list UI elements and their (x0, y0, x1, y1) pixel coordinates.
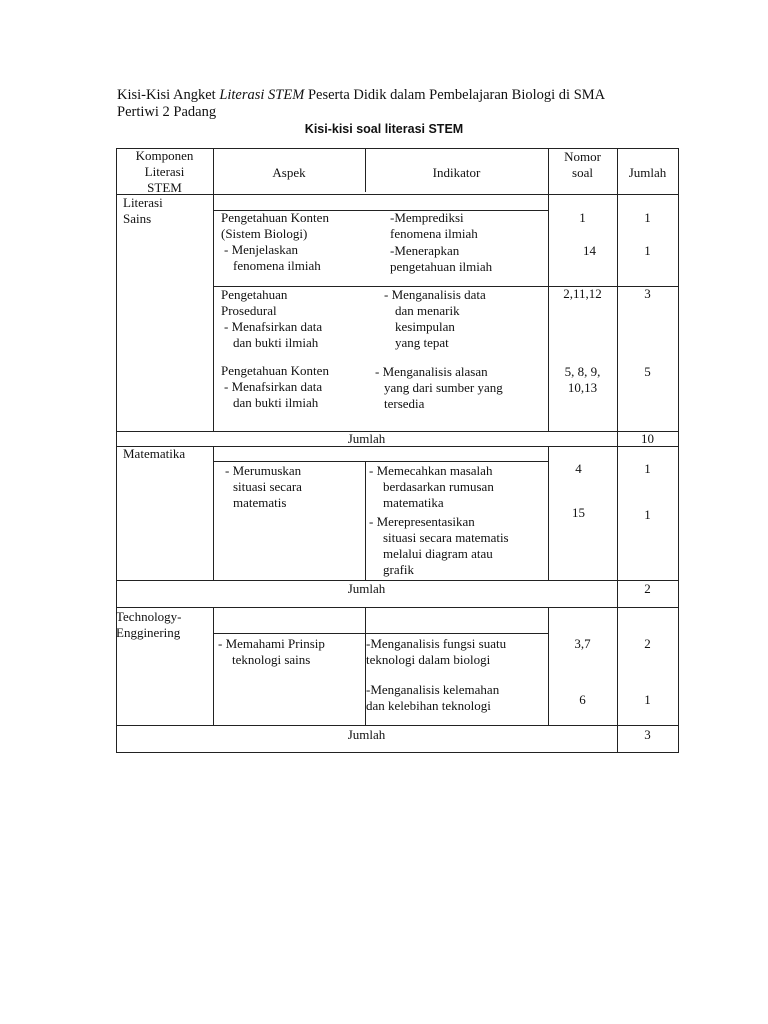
sains-aspek-3: Pengetahuan Konten - Menafsirkan data dan bukti ilmiah (221, 363, 329, 410)
sains-aspek-2: Pengetahuan Prosedural - Menafsirkan data dan bukti ilmiah (221, 287, 323, 350)
tech-indikator-1: -Menganalisis fungsi suatu teknologi dalam biologi (366, 636, 507, 667)
mat-indikator-1: - Memecahkan masalah berdasarkan rumusan matematika (369, 463, 494, 510)
tech-komponen: Technology- Engginering (116, 609, 182, 640)
border-mat-total-bottom (116, 607, 679, 608)
tech-total-label: Jumlah (347, 727, 386, 742)
tech-nomor-1: 3,7 (574, 636, 591, 651)
mat-jumlah-1: 1 (644, 461, 651, 476)
sains-nomor-1b: 14 (583, 243, 596, 258)
tech-jumlah-2: 1 (644, 692, 651, 707)
table-title: Kisi-kisi soal literasi STEM (304, 122, 464, 136)
sains-indikator-1b: -Menerapkan pengetahuan ilmiah (390, 243, 493, 274)
sains-indikator-3: - Menganalisis alasan yang dari sumber yang tersedia (375, 364, 503, 411)
header-jumlah: Jumlah (628, 165, 667, 180)
tech-jumlah-1: 2 (644, 636, 651, 651)
tech-nomor-2: 6 (579, 692, 586, 707)
tech-total: 3 (644, 727, 651, 742)
sains-jumlah-2: 3 (644, 286, 651, 301)
sains-indikator-1a: -Memprediksi fenomena ilmiah (390, 210, 478, 241)
mat-total-label: Jumlah (347, 581, 386, 596)
sains-nomor-2: 2,11,12 (563, 286, 602, 301)
mat-aspek: - Merumuskan situasi secara matematis (225, 463, 302, 510)
tech-aspek: - Memahami Prinsip teknologi sains (218, 636, 325, 667)
heading-italic: Literasi STEM (219, 87, 305, 103)
border-left (116, 148, 117, 753)
sains-total: 10 (641, 431, 654, 446)
border-tech-total-top (116, 725, 679, 726)
border-tech-row1 (213, 633, 549, 634)
sains-nomor-1a: 1 (579, 210, 586, 225)
mat-jumlah-2: 1 (644, 507, 651, 522)
border-komponen-aspek-3 (213, 607, 214, 726)
mat-indikator-2: - Merepresentasikan situasi secara matematis melalui diagram atau grafik (369, 514, 509, 577)
heading-part1: Kisi-Kisi Angket (117, 87, 220, 103)
sains-total-label: Jumlah (347, 431, 386, 446)
header-indikator: Indikator (432, 165, 481, 180)
mat-nomor-1: 4 (575, 461, 582, 476)
sains-jumlah-1a: 1 (644, 210, 651, 225)
border-bottom (116, 752, 679, 753)
border-mat-row1 (213, 461, 549, 462)
sains-jumlah-3: 5 (644, 364, 651, 379)
sains-aspek-1: Pengetahuan Konten (Sistem Biologi) - Menjelaskan fenomena ilmiah (221, 210, 329, 273)
header-aspek: Aspek (272, 165, 306, 180)
border-komponen-aspek (213, 148, 214, 432)
border-komponen-aspek-2 (213, 446, 214, 581)
header-nomor-soal: Nomor soal (564, 149, 601, 180)
sains-komponen: Literasi Sains (123, 195, 163, 226)
sains-jumlah-1b: 1 (644, 243, 651, 258)
sains-indikator-2: - Menganalisis data dan menarik kesimpulan yang tepat (384, 287, 486, 350)
mat-total: 2 (644, 581, 651, 596)
heading-part2: Peserta Didik dalam Pembelajaran Biologi di SMA (304, 87, 606, 103)
mat-komponen: Matematika (123, 446, 186, 461)
sains-nomor-3: 5, 8, 9, 10,13 (564, 364, 601, 395)
header-komponen: Komponen Literasi STEM (135, 148, 194, 195)
border-indikator-nomor-3 (548, 607, 549, 726)
border-aspek-indikator-2 (365, 461, 366, 581)
border-nomor-jumlah (617, 148, 618, 753)
tech-indikator-2: -Menganalisis kelemahan dan kelebihan teknologi (366, 682, 500, 713)
mat-nomor-2: 15 (572, 505, 585, 520)
heading-line2: Pertiwi 2 Padang (117, 104, 217, 120)
border-right (678, 148, 679, 753)
